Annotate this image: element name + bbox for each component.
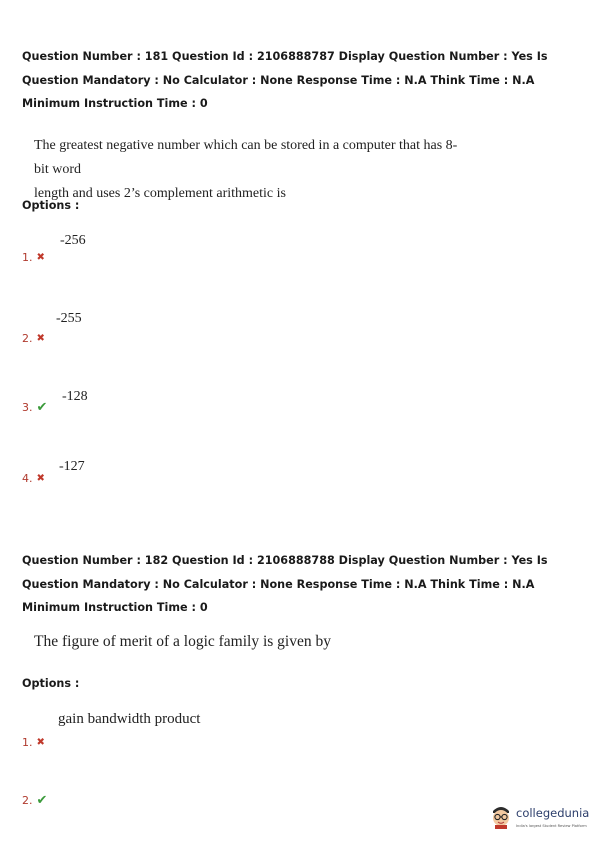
option-number-label: 2.: [22, 794, 33, 807]
option-value: gain bandwidth product: [58, 711, 201, 727]
option-value: -255: [56, 311, 82, 326]
collegedunia-logo: [490, 796, 590, 836]
question-text-line: The greatest negative number which can be stored in a computer that has 8-bit word: [34, 138, 458, 177]
option-value: -256: [60, 233, 86, 248]
check-icon: ✔: [36, 400, 48, 415]
cross-icon: ✖: [36, 251, 45, 263]
question-header: Question Number : 181 Question Id : 2106888787 Display Question Number : Yes Is Question Mandatory : No Calculator : None Response Time : N.A Think Time : N.A Minimum Instruction Time : 0: [22, 50, 548, 110]
question-header: Question Number : 182 Question Id : 2106888788 Display Question Number : Yes Is Question Mandatory : No Calculator : None Response Time : N.A Think Time : N.A Minimum Instruction Time : 0: [22, 554, 548, 614]
option-number-label: 2.: [22, 332, 33, 345]
option-number-label: 4.: [22, 472, 33, 485]
options-label: Options :: [22, 677, 80, 690]
option-number: [22, 332, 45, 345]
logo-tagline: India's largest Student Review Platform: [516, 824, 587, 828]
option-value: -128: [62, 389, 88, 404]
option-number: [22, 736, 45, 749]
options-label: Options :: [22, 199, 80, 212]
question-text: The figure of merit of a logic family is given by: [34, 633, 331, 650]
check-icon: ✔: [36, 793, 48, 808]
option-number: [22, 794, 47, 807]
logo-brand: collegedunia: [516, 806, 590, 820]
option-value: -127: [59, 459, 85, 474]
cross-icon: ✖: [36, 332, 45, 344]
cross-icon: ✖: [36, 736, 45, 748]
logo-text: [516, 804, 589, 828]
option-number: [22, 472, 45, 485]
option-number-label: 1.: [22, 736, 33, 749]
option-number-label: 3.: [22, 401, 33, 414]
cross-icon: ✖: [36, 472, 45, 484]
mascot-face-icon: [490, 803, 512, 829]
question-text-line: length and uses 2’s complement arithmetic is: [34, 186, 286, 201]
option-number: [22, 251, 45, 264]
option-number-label: 1.: [22, 251, 33, 264]
question-text: [34, 134, 464, 206]
option-number: [22, 401, 47, 414]
